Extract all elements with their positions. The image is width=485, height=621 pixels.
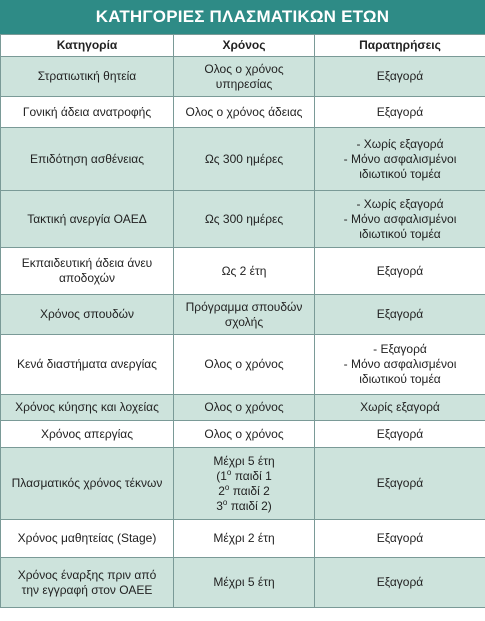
cell-time: Μέχρι 5 έτη: [174, 558, 315, 608]
cell-category: Τακτική ανεργία ΟΑΕΔ: [1, 191, 174, 248]
cell-time: Πρόγραμμα σπουδών σχολής: [174, 295, 315, 335]
cell-category: Κενά διαστήματα ανεργίας: [1, 335, 174, 395]
cell-category: Γονική άδεια ανατροφής: [1, 97, 174, 128]
cell-category: Επιδότηση ασθένειας: [1, 128, 174, 191]
cell-category: Στρατιωτική θητεία: [1, 57, 174, 97]
table-row: [1, 558, 485, 608]
cell-notes: - Εξαγορά - Μόνο ασφαλισμένοι ιδιωτικού τομέα: [315, 335, 485, 395]
cell-notes: Χωρίς εξαγορά: [315, 395, 485, 421]
header-category: Κατηγορία: [1, 35, 174, 57]
header-row: [1, 35, 485, 57]
cell-time: Ως 2 έτη: [174, 248, 315, 295]
table-row: [1, 395, 485, 421]
cell-notes: Εξαγορά: [315, 421, 485, 448]
cell-notes: Εξαγορά: [315, 520, 485, 558]
header-time: Χρόνος: [174, 35, 315, 57]
cell-time: Ολος ο χρόνος: [174, 395, 315, 421]
table-row: [1, 248, 485, 295]
cell-category: Χρόνος έναρξης πριν από την εγγραφή στον ΟΑΕΕ: [1, 558, 174, 608]
cell-category: Χρόνος σπουδών: [1, 295, 174, 335]
cell-time: Ολος ο χρόνος: [174, 421, 315, 448]
cell-notes: Εξαγορά: [315, 558, 485, 608]
cell-time: Μέχρι 2 έτη: [174, 520, 315, 558]
cell-notes: Εξαγορά: [315, 295, 485, 335]
cell-notes: Εξαγορά: [315, 97, 485, 128]
cell-notes: - Χωρίς εξαγορά - Μόνο ασφαλισμένοι ιδιωτικού τομέα: [315, 191, 485, 248]
table-row: [1, 97, 485, 128]
cell-category: Πλασματικός χρόνος τέκνων: [1, 448, 174, 520]
cell-time: Ολος ο χρόνος άδειας: [174, 97, 315, 128]
table-row: [1, 335, 485, 395]
table-row: [1, 448, 485, 520]
table-row: [1, 295, 485, 335]
cell-category: Χρόνος μαθητείας (Stage): [1, 520, 174, 558]
categories-table: [0, 34, 485, 608]
table-title: ΚΑΤΗΓΟΡΙΕΣ ΠΛΑΣΜΑΤΙΚΩΝ ΕΤΩΝ: [0, 0, 485, 34]
cell-notes: Εξαγορά: [315, 448, 485, 520]
table-row: [1, 191, 485, 248]
header-notes: Παρατηρήσεις: [315, 35, 485, 57]
cell-notes: Εξαγορά: [315, 57, 485, 97]
cell-time: Ως 300 ημέρες: [174, 191, 315, 248]
cell-time: Ολος ο χρόνος υπηρεσίας: [174, 57, 315, 97]
cell-category: Εκπαιδευτική άδεια άνευ αποδοχών: [1, 248, 174, 295]
cell-time: Μέχρι 5 έτη ($1^o$ παιδί 1 $2^o$ παιδί 2 $3^o$ παιδί 2): [174, 448, 315, 520]
cell-category: Χρόνος απεργίας: [1, 421, 174, 448]
cell-notes: - Χωρίς εξαγορά - Μόνο ασφαλισμένοι ιδιωτικού τομέα: [315, 128, 485, 191]
cell-category: Χρόνος κύησης και λοχείας: [1, 395, 174, 421]
cell-notes: Εξαγορά: [315, 248, 485, 295]
cell-time: Ολος ο χρόνος: [174, 335, 315, 395]
table-row: [1, 421, 485, 448]
table-row: [1, 520, 485, 558]
cell-time: Ως 300 ημέρες: [174, 128, 315, 191]
table-row: [1, 128, 485, 191]
table-row: [1, 57, 485, 97]
